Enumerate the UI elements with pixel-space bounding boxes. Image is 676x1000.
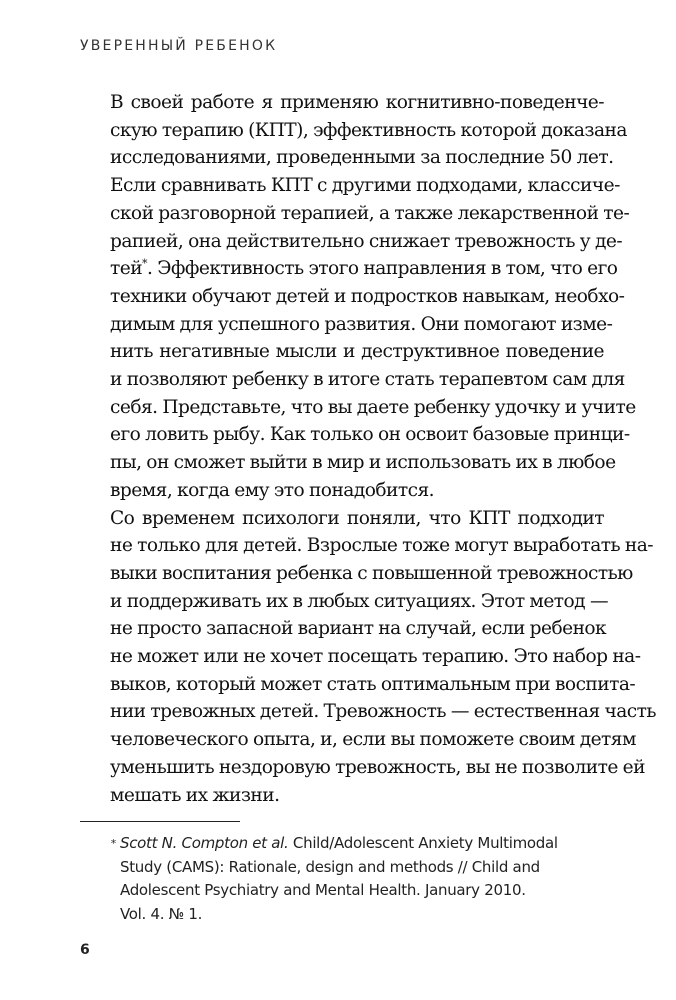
running-head: УВЕРЕННЫЙ РЕБЕНОК	[80, 38, 278, 54]
footnote-author: Scott N. Compton et al.	[120, 834, 289, 852]
text-line: исследованиями, проведенными за последние 50 лет.	[110, 147, 614, 169]
paragraph-1	[80, 89, 636, 505]
footnote-line: Vol. 4. № 1.	[120, 904, 203, 923]
page-number: 6	[80, 942, 90, 958]
text-line: нии тревожных детей. Тревожность — естественная часть	[110, 701, 656, 723]
text-line: себя. Представьте, что вы даете ребенку удочку и учите	[110, 396, 636, 418]
text-line: не просто запасной вариант на случай, если ребенок	[110, 618, 607, 640]
footnote-line: Adolescent Psychiatry and Mental Health. January 2010.	[120, 881, 526, 899]
footnote-divider	[80, 821, 240, 822]
text-line: мешать их жизни.	[110, 784, 280, 806]
text-line: не только для детей. Взрослые тоже могут выработать на-	[110, 535, 654, 557]
text-line: скую терапию (КПТ), эффективность которой доказана	[110, 119, 627, 141]
text-line: Со временем психологи поняли, что КПТ подходит	[110, 507, 604, 529]
text-line: его ловить рыбу. Как только он освоит базовые принци-	[110, 424, 630, 446]
text-line: нить негативные мысли и деструктивное поведение	[110, 341, 604, 363]
text-line: человеческого опыта, и, если вы поможете своим детям	[110, 729, 636, 751]
footnote-text	[120, 832, 575, 926]
text-line: Если сравнивать КПТ с другими подходами, классиче-	[110, 175, 620, 197]
text-line: время, когда ему это понадобится.	[110, 479, 434, 501]
paragraph-2	[80, 505, 656, 810]
footnote-line: Study (CAMS): Rationale, design and methods // Child and	[120, 857, 540, 876]
text-line: и поддерживать их в любых ситуациях. Этот метод —	[110, 590, 608, 612]
text-line: В своей работе я применяю когнитивно-поведенче-	[110, 92, 604, 113]
footnote-line: Child/Adolescent Anxiety Multimodal	[288, 834, 558, 852]
text-line: пы, он сможет выйти в мир и использовать их в любое	[110, 452, 616, 474]
text-fragment: . Эффективность этого направления в том, что его	[147, 258, 618, 280]
text-fragment: тей	[110, 258, 143, 280]
text-line: димым для успешного развития. Они помогают изме-	[110, 313, 613, 335]
text-line-with-footnote-ref	[80, 255, 618, 283]
body-text	[80, 89, 656, 809]
footnote-mark: *	[110, 837, 116, 850]
text-line: не может или не хочет посещать терапию. Это набор на-	[110, 646, 641, 668]
text-line: и позволяют ребенку в итоге стать терапевтом сам для	[110, 369, 625, 391]
footnote-reference-mark: *	[142, 257, 147, 271]
text-line: ской разговорной терапией, а также лекарственной те-	[110, 202, 630, 224]
text-line: техники обучают детей и подростков навыкам, необхо-	[110, 285, 625, 307]
text-line: выки воспитания ребенка с повышенной тревожностью	[110, 562, 633, 584]
text-line: уменьшить нездоровую тревожность, вы не позволите ей	[110, 756, 645, 778]
text-line: рапией, она действительно снижает тревожность у де-	[110, 230, 623, 252]
footnote	[80, 832, 580, 926]
text-line: выков, который может стать оптимальным при воспита-	[110, 673, 636, 695]
